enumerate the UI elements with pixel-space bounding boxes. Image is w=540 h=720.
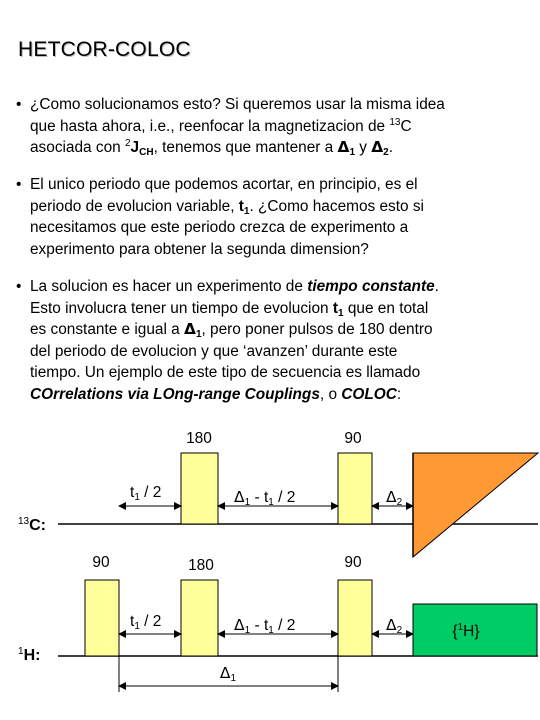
c13-label-90: 90 — [344, 430, 362, 447]
h1-decouple-label: {$^1$H} — [452, 622, 480, 640]
h1-delta2-label: Δ2 — [386, 616, 403, 636]
c13-label-180: 180 — [186, 430, 212, 447]
c13-delta-t-label: Δ1 - t1 / 2 — [234, 488, 296, 508]
c13-fid — [413, 453, 538, 557]
bullet-dot: • — [16, 176, 22, 193]
h1-pulse-90 — [85, 580, 119, 656]
h1-pulse-180 — [181, 580, 218, 656]
c13-pulse-180 — [181, 453, 218, 524]
delta1-label: Δ1 — [219, 664, 237, 684]
c13-t1half-label: t1 / 2 — [130, 484, 162, 503]
h1-label-90b: 90 — [344, 554, 362, 571]
slide-title: HETCOR-COLOC — [18, 38, 191, 61]
c13-pulse-90 — [338, 453, 372, 524]
bullet-1-line-3: asociada con $^2J_{CH}$, tenemos que mantener a $\Delta_1$ y $\Delta_2$. — [30, 138, 394, 158]
bullet-3-line-2: Esto involucra tener un tiempo de evolucion $t_1$ que en total — [30, 299, 429, 319]
bullet-2-line-2: periodo de evolucion variable, $t_1$. ¿Como hacemos esto si — [30, 197, 424, 217]
bullet-2-line-3: necesitamos que este periodo crezca de experimento a — [30, 219, 409, 236]
h1-delta-t-label: Δ1 - t1 / 2 — [234, 616, 296, 636]
h1-pulse-90b — [338, 580, 372, 656]
bullet-3-line-5: tiempo. Un ejemplo de este tipo de secuencia es llamado — [30, 364, 421, 381]
c13-delta2-label: Δ2 — [386, 488, 403, 508]
bullet-3-line-1: La solucion es hacer un experimento de tiempo constante. — [30, 278, 439, 295]
h1-label-90: 90 — [92, 554, 110, 571]
bullet-2-line-1: El unico periodo que podemos acortar, en principio, es el — [30, 176, 418, 193]
bullet-1-line-2: que hasta ahora, i.e., reenfocar la magnetizacion de $^{13}$C — [30, 116, 412, 135]
bullet-2-line-4: experimento para obtener la segunda dimension? — [30, 240, 369, 258]
bullet-dot: • — [16, 96, 22, 113]
h1-label-180: 180 — [188, 557, 214, 574]
h1-t1half-label: t1 / 2 — [130, 613, 162, 632]
bullet-3-line-4: del periodo de evolucion y que ‘avanzen’ durante este — [30, 342, 398, 360]
bullet-1-line-1: ¿Como solucionamos esto? Si queremos usar la misma idea — [30, 96, 445, 113]
c13-channel-label: $^{13}$C: — [18, 516, 47, 534]
h1-channel-label: $^1$H: — [18, 646, 41, 664]
bullet-3-line-3: es constante e igual a $\Delta_1$, pero poner pulsos de 180 dentro — [30, 320, 433, 340]
bullet-dot: • — [16, 278, 22, 295]
bullet-3-line-6: COrrelations via LOng-range Couplings, o COLOC: — [30, 385, 402, 403]
